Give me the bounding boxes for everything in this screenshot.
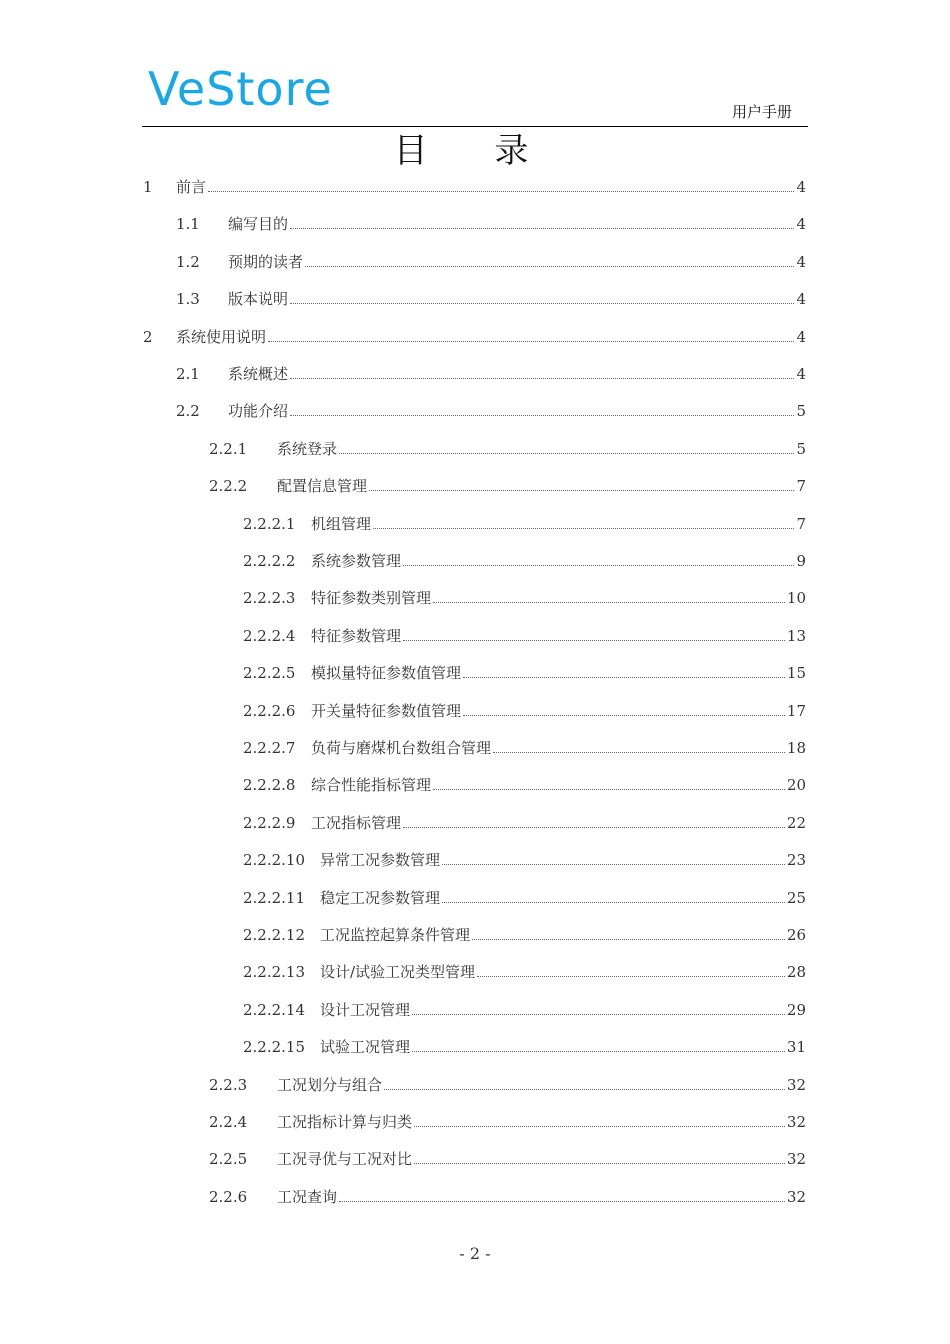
toc-entry[interactable] xyxy=(243,849,806,871)
toc-leader-dots xyxy=(339,452,794,454)
toc-entry-label: 工况指标管理 xyxy=(311,813,402,832)
toc-entry-number: 2.2.2.13 xyxy=(243,963,306,982)
toc-entry-page: 31 xyxy=(786,1038,806,1057)
toc-leader-dots xyxy=(442,863,785,865)
toc-entry-label: 开关量特征参数值管理 xyxy=(311,701,462,720)
toc-leader-dots xyxy=(403,564,794,566)
toc-entry-page: 5 xyxy=(796,402,806,421)
toc-entry[interactable] xyxy=(143,176,806,198)
toc-entry-number: 2.2.2.14 xyxy=(243,1000,306,1019)
toc-entry-page: 18 xyxy=(786,739,806,757)
toc-leader-dots xyxy=(493,751,785,753)
toc-entry-page: 25 xyxy=(786,888,806,907)
toc-leader-dots xyxy=(268,340,794,342)
toc-entry-label: 机组管理 xyxy=(311,514,372,533)
toc-entry[interactable] xyxy=(176,400,806,422)
toc-entry-page: 23 xyxy=(786,851,806,870)
toc-entry-page: 17 xyxy=(786,701,806,720)
toc-leader-dots xyxy=(414,1162,785,1164)
toc-entry-number: 2.2.2.15 xyxy=(243,1038,306,1057)
toc-entry-label: 系统概述 xyxy=(228,365,289,383)
toc-entry[interactable] xyxy=(243,774,806,796)
toc-entry[interactable] xyxy=(209,1148,806,1170)
toc-entry[interactable] xyxy=(243,999,806,1021)
toc-entry-label: 工况划分与组合 xyxy=(277,1075,383,1094)
toc-entry-number: 2.2.2.5 xyxy=(243,664,296,683)
toc-entry-label: 编写目的 xyxy=(228,215,289,234)
toc-entry-label: 版本说明 xyxy=(228,290,289,309)
vestore-logo: VeStore xyxy=(148,62,333,116)
toc-entry-label: 前言 xyxy=(176,178,207,196)
toc-entry[interactable] xyxy=(243,812,806,834)
toc-leader-dots xyxy=(403,639,785,641)
toc-entry-page: 4 xyxy=(796,252,806,271)
toc-entry[interactable] xyxy=(243,625,806,647)
toc-leader-dots xyxy=(290,227,794,229)
toc-entry[interactable] xyxy=(243,587,806,609)
page-header xyxy=(142,62,808,127)
toc-entry-number: 2.2.2.4 xyxy=(243,626,296,645)
toc-entry-number: 2.2.2.11 xyxy=(243,888,306,907)
toc-entry[interactable] xyxy=(243,961,806,983)
toc-entry[interactable] xyxy=(209,1074,806,1096)
toc-entry-number: 2.2.2.9 xyxy=(243,813,296,832)
toc-entry[interactable] xyxy=(243,924,806,946)
toc-entry-number: 2.2.2.8 xyxy=(243,776,296,795)
toc-entry-label: 特征参数管理 xyxy=(311,626,402,645)
toc-entry-label: 负荷与磨煤机台数组合管理 xyxy=(311,739,492,757)
toc-leader-dots xyxy=(412,1050,785,1052)
toc-leader-dots xyxy=(373,527,794,529)
toc-entry-label: 工况查询 xyxy=(277,1187,338,1206)
toc-entry-label: 工况寻优与工况对比 xyxy=(277,1150,413,1169)
toc-leader-dots xyxy=(290,302,794,304)
toc-entry-page: 4 xyxy=(796,327,806,346)
toc-entry-page: 4 xyxy=(796,290,806,309)
toc-entry-page: 4 xyxy=(796,178,806,196)
toc-entry-label: 稳定工况参数管理 xyxy=(320,888,441,907)
toc-entry[interactable] xyxy=(243,1036,806,1058)
toc-leader-dots xyxy=(472,938,785,940)
toc-entry[interactable] xyxy=(176,288,806,310)
toc-leader-dots xyxy=(384,1088,785,1090)
toc-entry-page: 15 xyxy=(786,664,806,683)
toc-leader-dots xyxy=(414,1125,785,1127)
toc-entry-number: 2.2.2.1 xyxy=(243,514,296,533)
toc-entry[interactable] xyxy=(209,1111,806,1133)
toc-entry-page: 32 xyxy=(786,1187,806,1206)
toc-entry-page: 22 xyxy=(786,813,806,832)
toc-entry-page: 32 xyxy=(786,1150,806,1169)
toc-entry-label: 工况监控起算条件管理 xyxy=(320,926,471,944)
toc-entry-page: 5 xyxy=(796,439,806,458)
toc-entry-label: 配置信息管理 xyxy=(277,477,368,496)
toc-title: 目 录 xyxy=(393,131,557,171)
toc-entry-label: 设计工况管理 xyxy=(320,1000,411,1019)
toc-entry-number: 1.1 xyxy=(176,215,200,234)
toc-leader-dots xyxy=(339,1200,785,1202)
toc-entry[interactable] xyxy=(209,475,806,497)
toc-entry[interactable] xyxy=(243,662,806,684)
toc-leader-dots xyxy=(433,788,785,790)
toc-entry[interactable] xyxy=(176,213,806,235)
toc-entry-number: 2.2.2.2 xyxy=(243,552,296,570)
toc-entry-number: 2.1 xyxy=(176,365,200,383)
toc-entry-page: 29 xyxy=(786,1000,806,1019)
toc-leader-dots xyxy=(463,714,785,716)
toc-entry-number: 2.2.2.12 xyxy=(243,926,306,944)
toc-entry-page: 20 xyxy=(786,776,806,795)
toc-entry-number: 2.2.2.6 xyxy=(243,701,296,720)
toc-leader-dots xyxy=(463,676,785,678)
header-doc-type: 用户手册 xyxy=(731,103,792,121)
toc-entry-page: 10 xyxy=(786,589,806,608)
toc-entry-number: 2.2.5 xyxy=(209,1150,248,1169)
toc-entry-page: 32 xyxy=(786,1075,806,1094)
toc-entry-label: 综合性能指标管理 xyxy=(311,776,432,795)
toc-entry[interactable] xyxy=(176,363,806,385)
toc-entry-label: 系统登录 xyxy=(277,439,338,458)
toc-leader-dots xyxy=(403,826,785,828)
toc-entry[interactable] xyxy=(243,513,806,535)
toc-entry-number: 1.2 xyxy=(176,252,200,271)
toc-entry[interactable] xyxy=(176,251,806,273)
toc-entry-page: 7 xyxy=(796,514,806,533)
toc-entry[interactable] xyxy=(243,550,806,572)
toc-leader-dots xyxy=(412,1013,785,1015)
toc-entry-label: 工况指标计算与归类 xyxy=(277,1113,413,1131)
toc-entry-number: 2.2 xyxy=(176,402,200,421)
toc-entry-number: 2.2.2.3 xyxy=(243,589,296,608)
toc-entry-label: 设计/试验工况类型管理 xyxy=(320,963,476,982)
toc-entry-label: 预期的读者 xyxy=(228,252,304,271)
toc-leader-dots xyxy=(369,489,794,491)
toc-entry-label: 特征参数类别管理 xyxy=(311,589,432,608)
toc-leader-dots xyxy=(208,190,794,192)
toc-entry-label: 试验工况管理 xyxy=(320,1038,411,1057)
toc-entry-number: 1.3 xyxy=(176,290,200,309)
toc-entry-page: 32 xyxy=(786,1113,806,1131)
toc-leader-dots xyxy=(442,901,785,903)
toc-entry[interactable] xyxy=(209,1186,806,1208)
toc-entry-number: 2.2.6 xyxy=(209,1187,248,1206)
toc-entry-label: 功能介绍 xyxy=(228,402,289,421)
toc-entry-page: 13 xyxy=(786,626,806,645)
toc-entry[interactable] xyxy=(209,438,806,460)
toc-entry[interactable] xyxy=(143,326,806,348)
toc-leader-dots xyxy=(477,975,785,977)
page-number: - 2 - xyxy=(459,1244,491,1263)
toc-leader-dots xyxy=(433,601,785,603)
toc-leader-dots xyxy=(290,414,794,416)
toc-leader-dots xyxy=(290,377,794,379)
toc-entry-label: 异常工况参数管理 xyxy=(320,851,441,870)
toc-entry-number: 1 xyxy=(143,178,153,196)
toc-entry-number: 2.2.2.7 xyxy=(243,739,296,757)
toc-entry[interactable] xyxy=(243,887,806,909)
toc-entry-number: 2.2.3 xyxy=(209,1075,248,1094)
toc-entry-label: 系统参数管理 xyxy=(311,552,402,570)
toc-entry-number: 2.2.2.10 xyxy=(243,851,306,870)
toc-entry-page: 9 xyxy=(796,552,806,570)
toc-entry[interactable] xyxy=(243,700,806,722)
toc-entry-page: 7 xyxy=(796,477,806,496)
toc-entry-number: 2 xyxy=(143,327,153,346)
toc-entry-page: 26 xyxy=(786,926,806,944)
toc-entry-page: 28 xyxy=(786,963,806,982)
toc-entry-number: 2.2.4 xyxy=(209,1113,248,1131)
toc-entry[interactable] xyxy=(243,737,806,759)
toc-entry-number: 2.2.2 xyxy=(209,477,248,496)
toc-entry-number: 2.2.1 xyxy=(209,439,248,458)
toc-leader-dots xyxy=(305,265,794,267)
toc-entry-label: 系统使用说明 xyxy=(176,327,267,346)
toc-entry-page: 4 xyxy=(796,215,806,234)
toc-entry-label: 模拟量特征参数值管理 xyxy=(311,664,462,683)
toc-entry-page: 4 xyxy=(796,365,806,383)
